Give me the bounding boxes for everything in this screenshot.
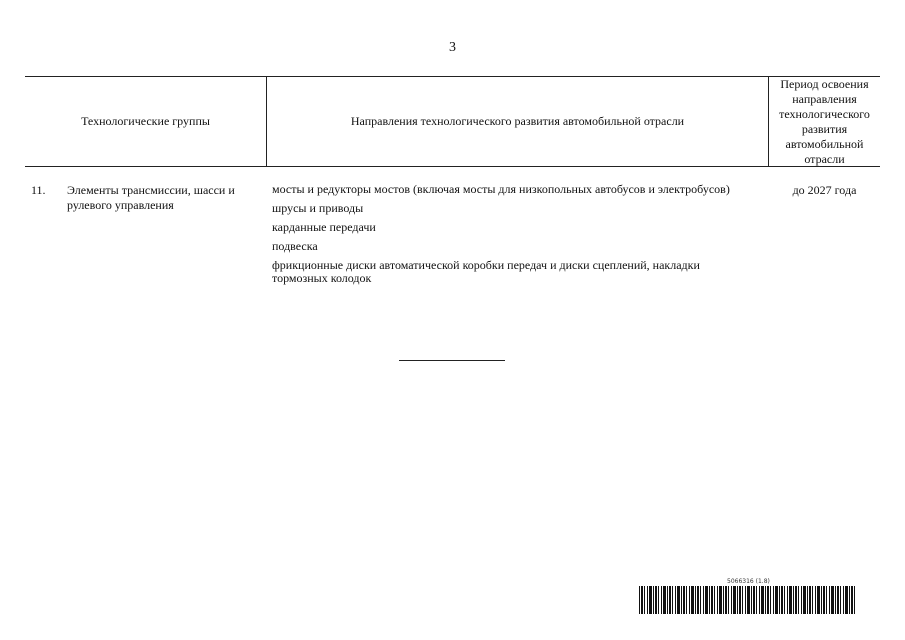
header-development-period: Период освоения направления технологического развития автомобильной отрасли [779,76,870,166]
direction-item: фрикционные диски автоматической коробки передач и диски сцеплений, накладки тормозных колодок [272,258,700,285]
page-number: 3 [449,40,456,55]
row-period: до 2027 года [792,183,857,197]
direction-item: мосты и редукторы мостов (включая мосты для низкопольных автобусов и электробусов) [272,182,730,196]
direction-item: подвеска [272,239,318,253]
table-header [25,76,880,167]
end-of-document-rule [399,360,505,361]
header-technological-groups: Технологические группы [81,114,210,128]
row-number: 11. [31,183,46,197]
barcode-code: 5066316 (1.8) [727,578,770,585]
row-directions-list [272,183,752,291]
row-technological-group: Элементы трансмиссии, шасси и рулевого управления [67,183,235,212]
barcode-icon [639,586,857,614]
direction-item: карданные передачи [272,220,376,234]
direction-item: шрусы и приводы [272,201,364,215]
header-development-directions: Направления технологического развития автомобильной отрасли [350,114,685,128]
